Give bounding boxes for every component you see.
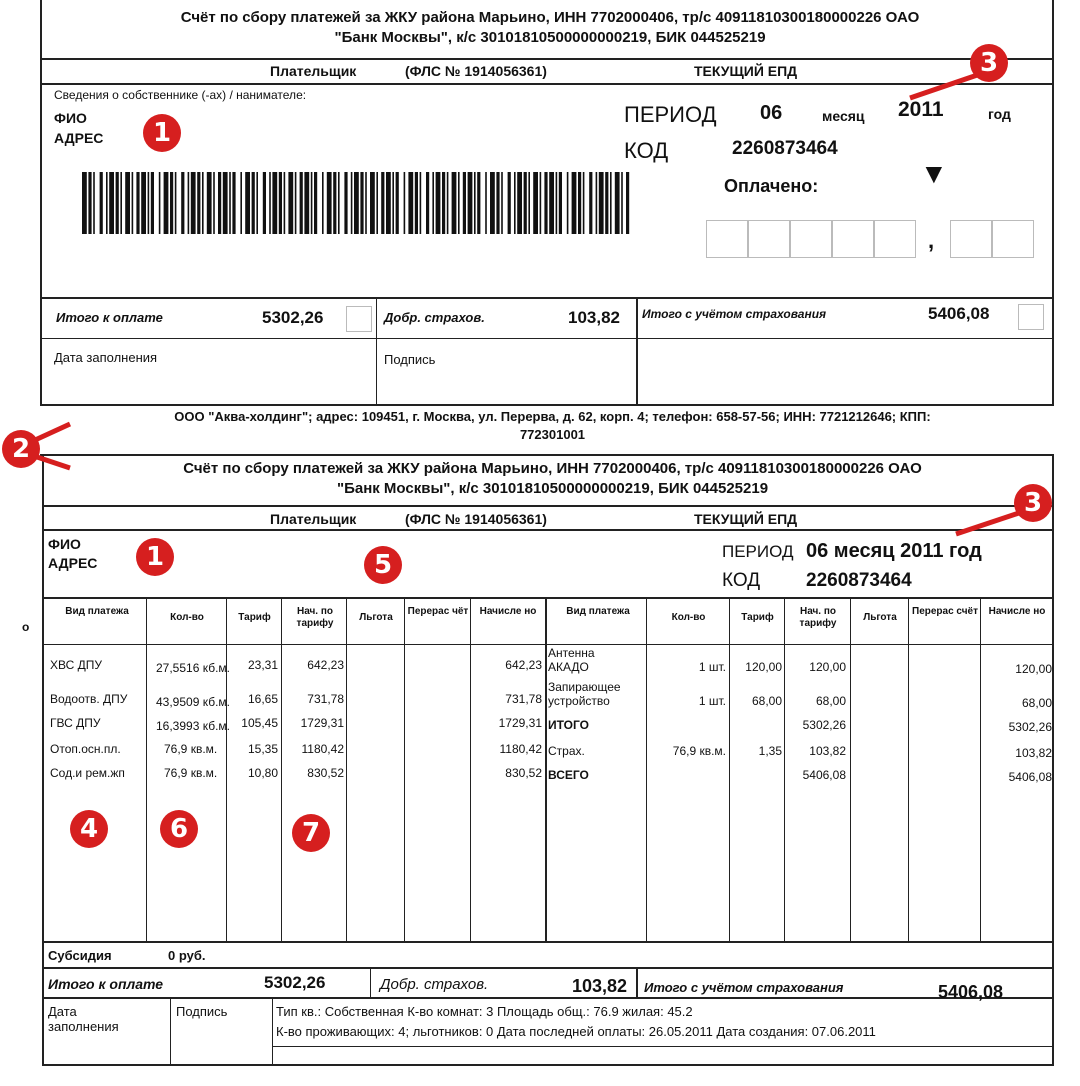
paid-digit-box[interactable]: [874, 220, 916, 258]
period-month: 06: [760, 102, 783, 124]
row-total: 103,82: [1015, 746, 1052, 760]
code-label: КОД: [624, 138, 669, 163]
row-qty: 76,9 кв.м.: [164, 766, 218, 780]
row-tariff: 105,45: [241, 716, 278, 730]
col-header-accrued-tariff-2: Нач. по тарифу: [799, 606, 837, 629]
row-name-line1: Антенна: [548, 646, 595, 660]
fill-date-label-bottom: [48, 1004, 119, 1034]
with-insurance-value-top: 5406,08: [928, 304, 990, 323]
header-account: [60, 8, 1040, 48]
marker-4: 4: [70, 810, 108, 848]
row-name-line2: Страх.: [548, 744, 585, 758]
row-tariff: 16,65: [247, 692, 278, 706]
barcode-image: [82, 172, 630, 234]
payer-label-bottom: Плательщик: [270, 511, 357, 527]
marker-5: 5: [364, 546, 402, 584]
marker-1-bottom: 1: [136, 538, 174, 576]
col-header-payment-type-2: Вид платежа: [566, 606, 630, 617]
row-qty: 76,9 кв.м.: [164, 742, 218, 756]
with-insurance-value-bottom: 5406,08: [938, 982, 1004, 1002]
period-value-bottom: 06 месяц 2011 год: [806, 540, 982, 562]
signature-label-bottom: Подпись: [176, 1004, 228, 1019]
epd-label-bottom: ТЕКУЩИЙ ЕПД: [694, 511, 798, 527]
apartment-info-line-1: Тип кв.: Собственная К-во комнат: 3 Площадь общ.: 76.9 жилая: 45.2: [276, 1004, 693, 1019]
apartment-info-line-2: К-во проживающих: 4; льготников: 0 Дата последней оплаты: 26.05.2011 Дата создания: 07.06.2011: [276, 1024, 876, 1039]
row-name-line2: устройство: [548, 694, 610, 708]
fill-date-line-2: заполнения: [48, 1019, 119, 1034]
row-total: 642,23: [505, 658, 542, 672]
total-label-bottom: Итого к оплате: [48, 976, 164, 992]
row-accrued: 5302,26: [802, 718, 846, 732]
code-value: 2260873464: [732, 138, 838, 159]
signature-label-top: Подпись: [384, 352, 436, 367]
col-header-tariff-2: Тариф: [741, 612, 774, 623]
with-insurance-label-top: Итого с учётом страхования: [642, 307, 827, 321]
row-tariff: 10,80: [247, 766, 278, 780]
row-qty: 76,9 кв.м.: [672, 744, 726, 758]
marker-7: 7: [292, 814, 330, 852]
row-name-line1: Запирающее: [548, 680, 621, 694]
row-accrued: 68,00: [815, 694, 846, 708]
code-label-bottom: КОД: [722, 570, 761, 591]
col-header-payment-type: Вид платежа: [65, 606, 129, 617]
company-line-2: 772301001: [519, 427, 586, 442]
fio-label-bottom: ФИО: [48, 536, 81, 552]
row-name: Водоотв. ДПУ: [50, 692, 128, 706]
header-line-2: "Банк Москвы", к/с 30101810500000000219, БИК 044525219: [334, 29, 766, 46]
paid-digit-box[interactable]: [706, 220, 748, 258]
code-value-bottom: 2260873464: [806, 570, 912, 591]
row-total: 830,52: [505, 766, 542, 780]
row-tariff: 23,31: [247, 658, 278, 672]
total-value-bottom: 5302,26: [264, 973, 326, 992]
marker-1-top: 1: [143, 114, 181, 152]
row-name: ГВС ДПУ: [50, 716, 101, 730]
address-label: АДРЕС: [54, 130, 104, 146]
period-label-bottom: ПЕРИОД: [722, 542, 794, 561]
row-total: 1729,31: [498, 716, 542, 730]
month-label: месяц: [822, 108, 865, 124]
marker-6: 6: [160, 810, 198, 848]
row-tariff: 68,00: [751, 694, 782, 708]
marker-2: 2: [2, 430, 40, 468]
triangle-arrow-icon: ▼: [920, 158, 948, 189]
with-insurance-label-bottom: Итого с учётом страхования: [644, 980, 844, 995]
subsidy-value: 0 руб.: [168, 948, 206, 963]
marker-3-bottom: 3: [1014, 484, 1052, 522]
row-accrued: 5406,08: [802, 768, 846, 782]
row-qty: 16,3993 кб.м.: [156, 719, 231, 733]
row-accrued: 830,52: [307, 766, 344, 780]
payer-label: Плательщик: [270, 63, 357, 79]
total-value-top: 5302,26: [262, 308, 324, 327]
row-qty: 1 шт.: [698, 660, 726, 674]
row-tariff: 1,35: [758, 744, 782, 758]
header-line-1-bottom: Счёт по сбору платежей за ЖКУ района Марьино, ИНН 7702000406, тр/с 40911810300180000226 ОАО: [183, 460, 922, 477]
col-header-qty-2: Кол-во: [671, 612, 706, 623]
total-checkbox-top[interactable]: [346, 306, 372, 332]
header-line-1: Счёт по сбору платежей за ЖКУ района Марьино, ИНН 7702000406, тр/с 40911810300180000226 ОАО: [180, 9, 920, 26]
header-account-bottom: [60, 459, 1045, 499]
row-qty: 43,9509 кб.м.: [156, 695, 231, 709]
company-line-1: ООО "Аква-холдинг"; адрес: 109451, г. Москва, ул. Перерва, д. 62, корп. 4; телефон: 658-57-56; ИНН: 7721212646; КПП:: [174, 409, 931, 424]
decimal-comma: ,: [928, 228, 935, 253]
row-accrued: 1729,31: [300, 716, 344, 730]
row-total: 5302,26: [1008, 720, 1052, 734]
row-tariff: 15,35: [247, 742, 278, 756]
row-total: 5406,08: [1008, 770, 1052, 784]
fill-date-label-top: Дата заполнения: [54, 350, 158, 365]
row-total: 1180,42: [499, 742, 542, 756]
row-name-line2: ВСЕГО: [548, 768, 589, 782]
year-label: год: [988, 106, 1011, 122]
row-total: 68,00: [1021, 696, 1052, 710]
row-name: ХВС ДПУ: [50, 658, 102, 672]
col-header-qty: Кол-во: [170, 612, 204, 623]
col-header-accrued-2: Начисле но: [988, 606, 1046, 617]
row-name: Отоп.осн.пл.: [50, 742, 121, 756]
insurance-label-top: Добр. страхов.: [384, 310, 485, 325]
row-total: 731,78: [505, 692, 542, 706]
total-label-top: Итого к оплате: [56, 310, 163, 325]
address-label-bottom: АДРЕС: [48, 555, 98, 571]
fls-number-bottom: (ФЛС № 1914056361): [405, 511, 547, 527]
row-name-line2: АКАДО: [548, 660, 589, 674]
epd-label: ТЕКУЩИЙ ЕПД: [694, 63, 798, 79]
owner-info-label: Сведения о собственнике (-ах) / нанимателе:: [54, 88, 307, 102]
col-header-tariff: Тариф: [238, 612, 271, 623]
col-header-recalc-2: Перерас счёт: [912, 606, 978, 617]
col-header-benefit-2: Льгота: [863, 612, 897, 623]
paid-digit-box[interactable]: [950, 220, 992, 258]
paid-digit-box[interactable]: [748, 220, 790, 258]
insurance-value-top: 103,82: [568, 308, 620, 327]
col-header-accrued-tariff: Нач. по тарифу: [296, 606, 334, 629]
col-header-accrued: Начисле но: [479, 606, 537, 617]
marker-3-top: 3: [970, 44, 1008, 82]
period-year: 2011: [898, 98, 944, 121]
subsidy-label: Субсидия: [48, 948, 112, 963]
paid-digit-box[interactable]: [992, 220, 1034, 258]
fls-number: (ФЛС № 1914056361): [405, 63, 547, 79]
fio-label: ФИО: [54, 110, 87, 126]
paid-digit-box[interactable]: [832, 220, 874, 258]
row-qty: 1 шт.: [698, 694, 726, 708]
period-label: ПЕРИОД: [624, 102, 717, 127]
row-accrued: 1180,42: [301, 742, 344, 756]
margin-mark: о: [22, 620, 30, 634]
row-total: 120,00: [1015, 662, 1052, 676]
paid-digit-box[interactable]: [790, 220, 832, 258]
row-accrued: 642,23: [307, 658, 344, 672]
row-accrued: 103,82: [809, 744, 846, 758]
row-name-line2: ИТОГО: [548, 718, 589, 732]
col-header-benefit: Льгота: [359, 612, 393, 623]
paid-label: Оплачено:: [724, 176, 819, 196]
insurance-label-bottom: Добр. страхов.: [380, 976, 489, 993]
row-name: Сод.и рем.жп: [50, 766, 125, 780]
row-tariff: 120,00: [745, 660, 782, 674]
header-line-2-bottom: "Банк Москвы", к/с 30101810500000000219, БИК 044525219: [336, 480, 769, 497]
col-header-recalc: Перерас чёт: [407, 606, 469, 617]
row-qty: 27,5516 кб.м.: [156, 661, 231, 675]
row-accrued: 120,00: [809, 660, 846, 674]
company-info: [60, 408, 1045, 444]
fill-date-line-1: Дата: [48, 1004, 77, 1019]
with-insurance-checkbox-top[interactable]: [1018, 304, 1044, 330]
row-accrued: 731,78: [307, 692, 344, 706]
insurance-value-bottom: 103,82: [572, 976, 628, 996]
